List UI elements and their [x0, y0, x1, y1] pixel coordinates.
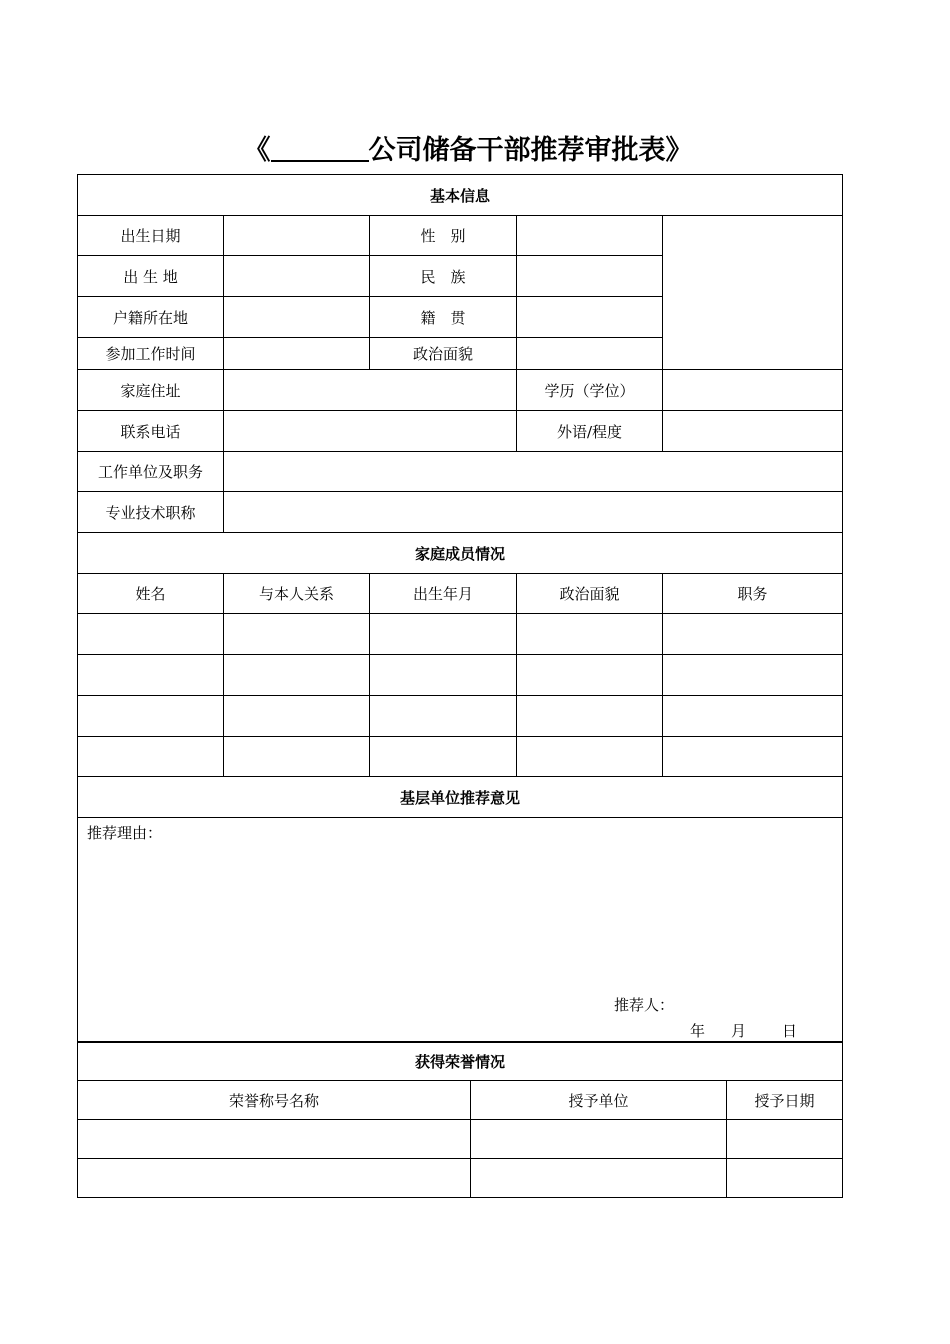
family-cell[interactable] [517, 614, 663, 655]
ethnicity-label: 民 族 [370, 256, 517, 297]
family-cell[interactable] [517, 737, 663, 777]
main-form-table [77, 174, 843, 1043]
family-col-relation: 与本人关系 [224, 574, 370, 614]
native-place-field[interactable] [517, 297, 663, 338]
form-title-prefix: 《 [243, 135, 271, 166]
tech-title-label: 专业技术职称 [78, 492, 224, 533]
birth-date-field[interactable] [224, 216, 370, 256]
employer-field[interactable] [224, 452, 843, 492]
phone-field[interactable] [224, 411, 517, 452]
honors-col-date: 授予日期 [727, 1081, 843, 1120]
family-col-name: 姓名 [78, 574, 224, 614]
family-cell[interactable] [224, 614, 370, 655]
family-cell[interactable] [663, 614, 843, 655]
education-field[interactable] [663, 370, 843, 411]
family-cell[interactable] [517, 655, 663, 696]
family-cell[interactable] [224, 655, 370, 696]
family-row [78, 737, 843, 777]
family-cell[interactable] [370, 737, 517, 777]
honors-col-name: 荣誉称号名称 [78, 1081, 471, 1120]
family-col-position: 职务 [663, 574, 843, 614]
family-cell[interactable] [224, 696, 370, 737]
gender-field[interactable] [517, 216, 663, 256]
ethnicity-field[interactable] [517, 256, 663, 297]
birthplace-label: 出 生 地 [78, 256, 224, 297]
honors-cell[interactable] [471, 1159, 727, 1198]
birth-date-label: 出生日期 [78, 216, 224, 256]
family-cell[interactable] [370, 696, 517, 737]
honors-heading: 获得荣誉情况 [78, 1042, 843, 1081]
family-col-political: 政治面貌 [517, 574, 663, 614]
family-cell[interactable] [78, 737, 224, 777]
family-cell[interactable] [370, 655, 517, 696]
family-cell[interactable] [663, 696, 843, 737]
household-label: 户籍所在地 [78, 297, 224, 338]
honors-cell[interactable] [471, 1120, 727, 1159]
form-title-suffix: 公司储备干部推荐审批表》 [368, 135, 693, 166]
reason-label: 推荐理由： [87, 824, 163, 842]
family-cell[interactable] [224, 737, 370, 777]
family-cell[interactable] [663, 655, 843, 696]
native-place-label: 籍 贯 [370, 297, 517, 338]
education-label: 学历（学位） [517, 370, 663, 411]
form-title [0, 128, 936, 167]
family-heading: 家庭成员情况 [78, 533, 843, 574]
recommend-heading: 基层单位推荐意见 [78, 777, 843, 818]
political-field[interactable] [517, 338, 663, 370]
honors-cell[interactable] [727, 1120, 843, 1159]
address-label: 家庭住址 [78, 370, 224, 411]
household-field[interactable] [224, 297, 370, 338]
phone-label: 联系电话 [78, 411, 224, 452]
family-cell[interactable] [78, 696, 224, 737]
recommender-label: 推荐人： [614, 996, 675, 1014]
honors-row [78, 1159, 843, 1198]
basic-info-heading: 基本信息 [78, 175, 843, 216]
family-col-birth: 出生年月 [370, 574, 517, 614]
honors-cell[interactable] [78, 1120, 471, 1159]
family-cell[interactable] [78, 655, 224, 696]
day-label: 日 [782, 1022, 798, 1040]
year-label: 年 [690, 1022, 706, 1040]
family-row [78, 655, 843, 696]
honors-cell[interactable] [727, 1159, 843, 1198]
tech-title-field[interactable] [224, 492, 843, 533]
family-cell[interactable] [370, 614, 517, 655]
language-label: 外语/程度 [517, 411, 663, 452]
honors-col-issuer: 授予单位 [471, 1081, 727, 1120]
political-label: 政治面貌 [370, 338, 517, 370]
recommend-reason-area[interactable] [78, 818, 843, 1043]
gender-label: 性 别 [370, 216, 517, 256]
family-cell[interactable] [78, 614, 224, 655]
work-start-label: 参加工作时间 [78, 338, 224, 370]
family-cell[interactable] [517, 696, 663, 737]
honors-table [77, 1041, 843, 1198]
work-start-field[interactable] [224, 338, 370, 370]
language-field[interactable] [663, 411, 843, 452]
honors-row [78, 1120, 843, 1159]
address-field[interactable] [224, 370, 517, 411]
honors-cell[interactable] [78, 1159, 471, 1198]
recommend-date [690, 1020, 797, 1041]
family-row [78, 696, 843, 737]
company-name-blank[interactable] [271, 134, 369, 162]
family-cell[interactable] [663, 737, 843, 777]
birthplace-field[interactable] [224, 256, 370, 297]
employer-label: 工作单位及职务 [78, 452, 224, 492]
family-row [78, 614, 843, 655]
month-label: 月 [731, 1022, 747, 1040]
photo-area[interactable] [663, 216, 843, 370]
